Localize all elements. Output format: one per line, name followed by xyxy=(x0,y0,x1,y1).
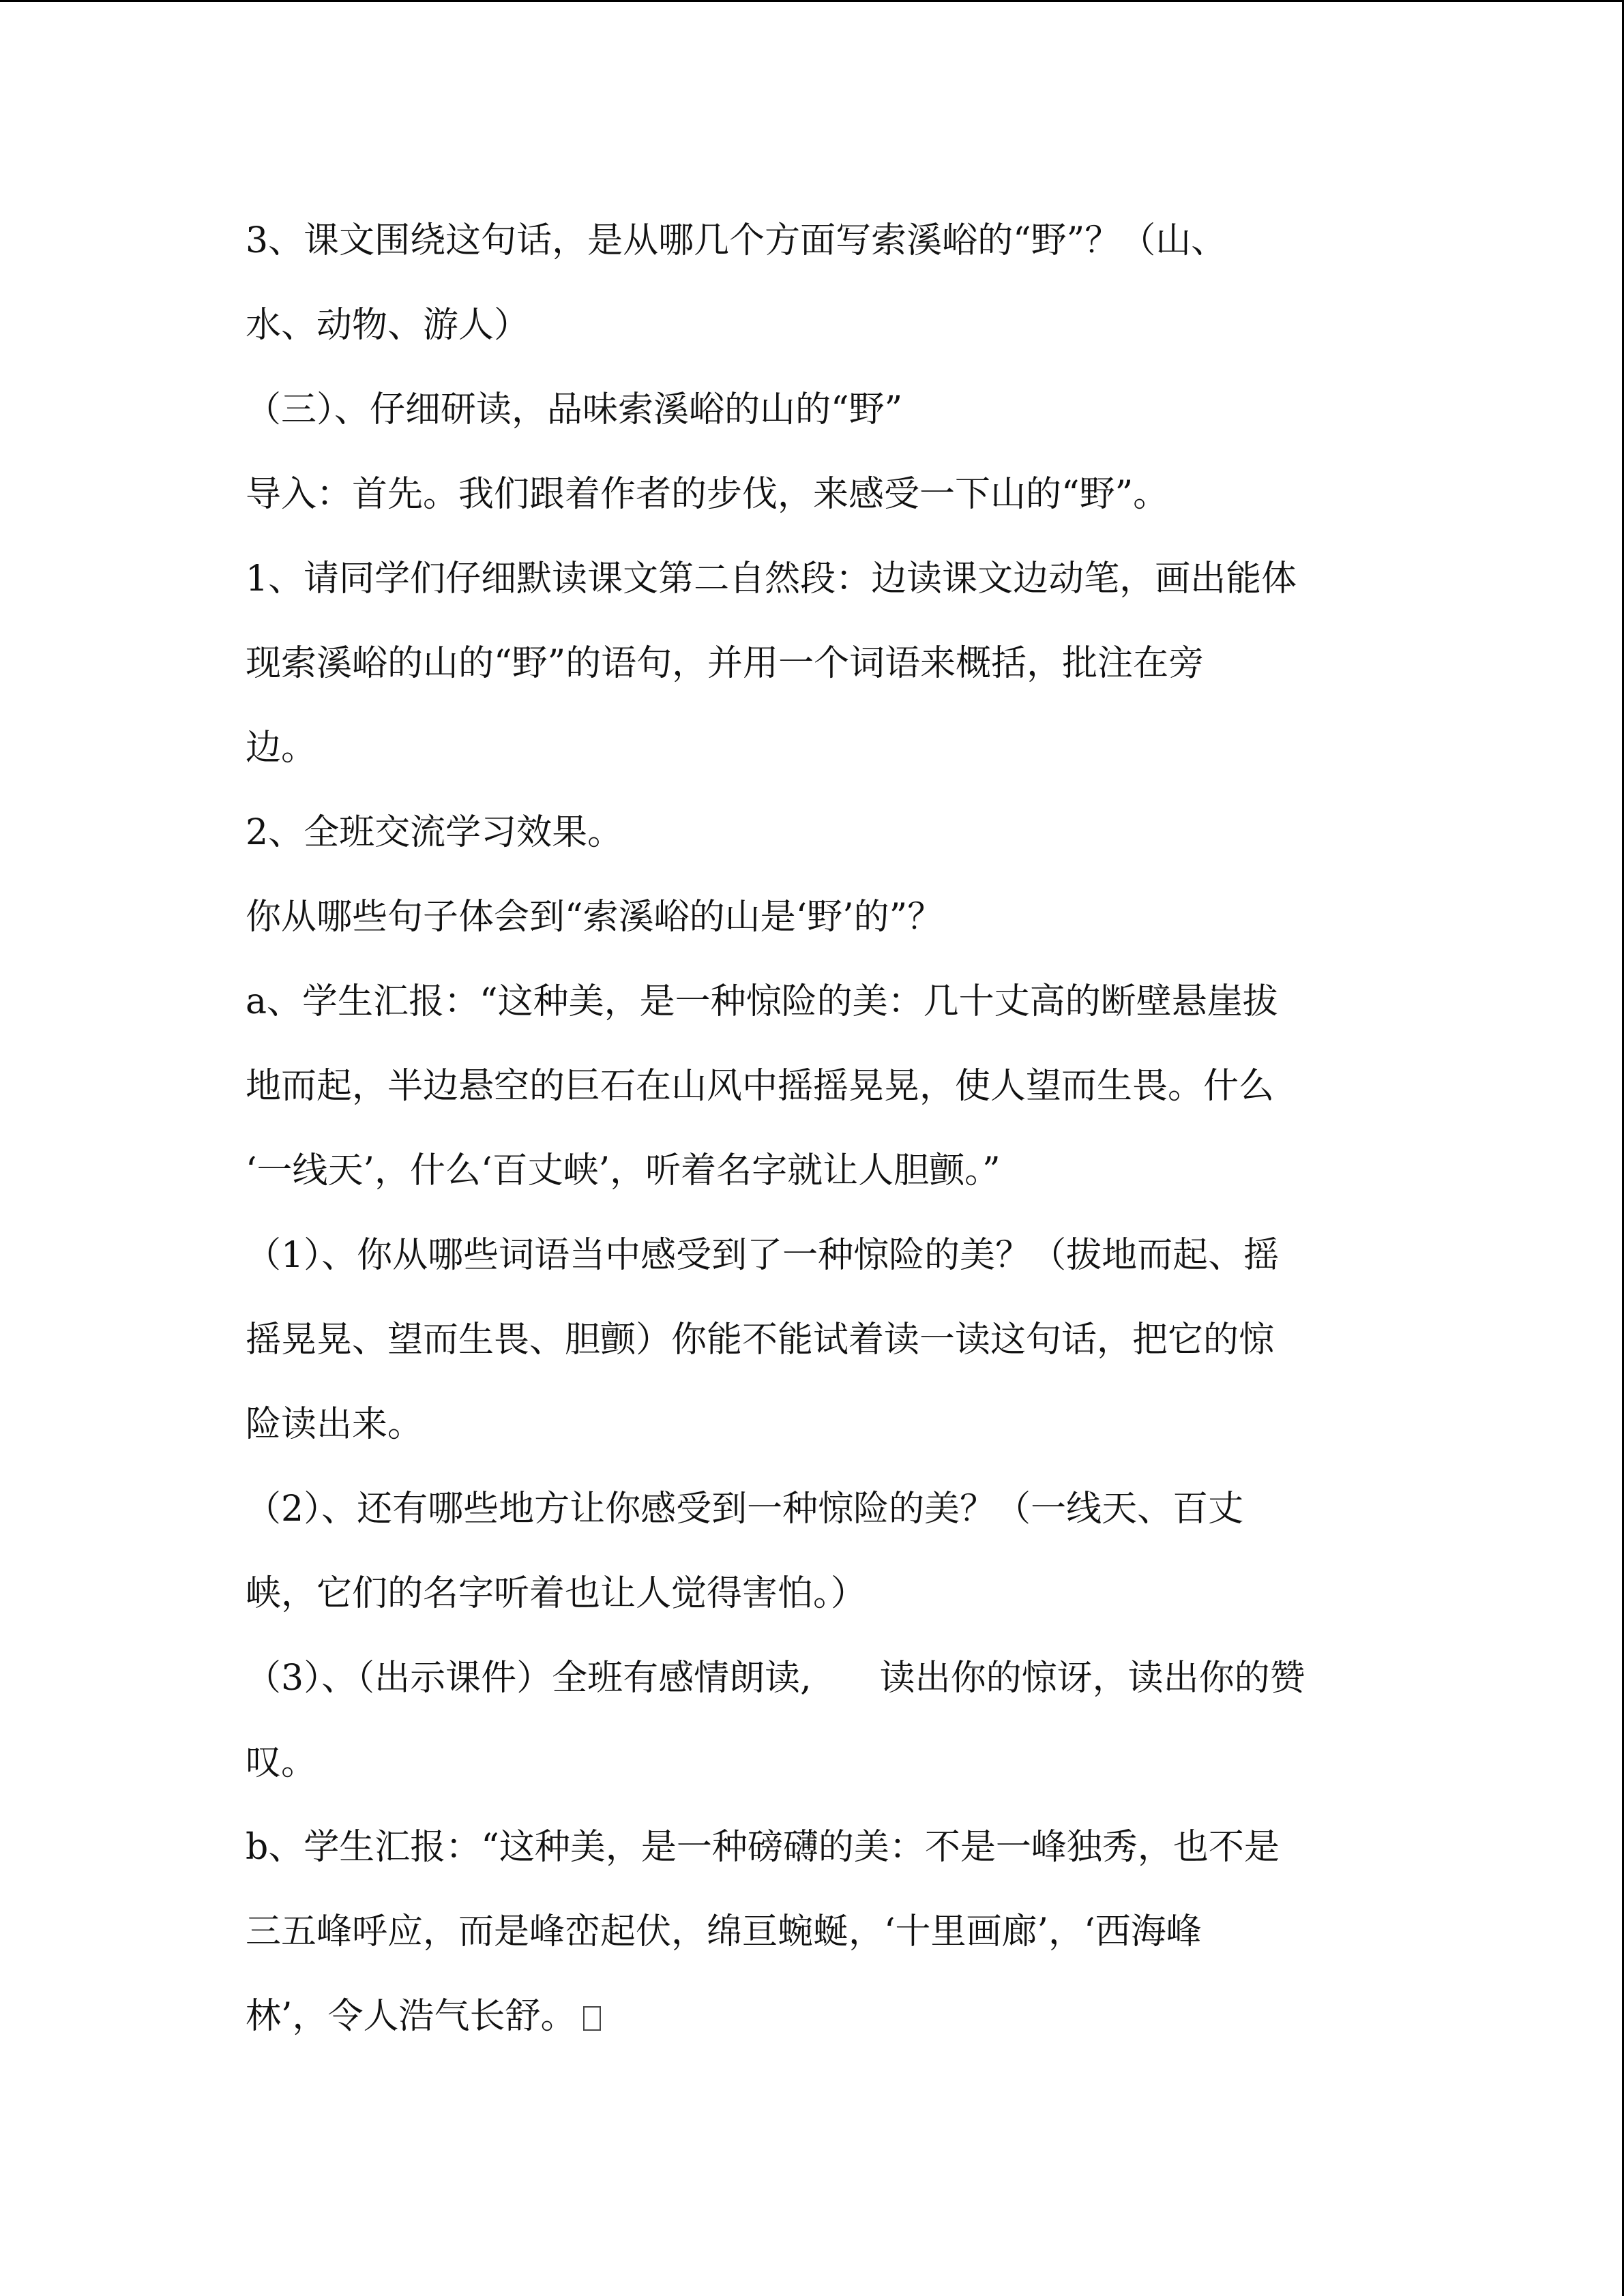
text-line: 摇晃晃、望而生畏、胆颤）你能不能试着读一读这句话，把它的惊 xyxy=(246,1320,1275,1360)
text-line: 险读出来。 xyxy=(246,1404,424,1445)
text-segment: 林’，令人浩气长舒。 xyxy=(246,1996,576,2037)
text-line: 1、请同学们仔细默读课文第二自然段：边读课文边动笔，画出能体 xyxy=(246,558,1297,599)
text-line: 水、动物、游人） xyxy=(246,305,530,346)
text-line: （2）、还有哪些地方让你感受到一种惊险的美？（一线天、百丈 xyxy=(246,1489,1244,1530)
text-segment: （3）、（出示课件）全班有感情朗读, xyxy=(246,1658,812,1699)
section-heading: （三）、仔细研读，品味索溪峪的山的“野” xyxy=(246,389,903,430)
text-line: 峡，它们的名字听着也让人觉得害怕。） xyxy=(246,1573,867,1614)
text-line: b、学生汇报：“这种美，是一种磅礴的美：不是一峰独秀，也不是 xyxy=(246,1827,1280,1868)
text-line: 2、全班交流学习效果。 xyxy=(246,812,623,853)
text-line: 你从哪些句子体会到“索溪峪的山是‘野’的”？ xyxy=(246,897,943,938)
document-body xyxy=(246,215,1391,2075)
text-line: a、学生汇报：“这种美，是一种惊险的美：几十丈高的断壁悬崖拔 xyxy=(246,981,1278,1022)
text-line: 3、课文围绕这句话，是从哪几个方面写索溪峪的“野”？（山、 xyxy=(246,220,1227,261)
text-line: 地而起，半边悬空的巨石在山风中摇摇晃晃，使人望而生畏。什么 xyxy=(246,1066,1275,1107)
text-line xyxy=(246,1652,1391,1737)
text-segment: 读出你的惊讶，读出你的赞 xyxy=(879,1658,1305,1699)
text-line: 三五峰呼应，而是峰峦起伏，绵亘蜿蜒，‘十里画廊’，‘西海峰 xyxy=(246,1911,1202,1952)
text-line: 现索溪峪的山的“野”的语句，并用一个词语来概括，批注在旁 xyxy=(246,643,1205,684)
missing-glyph-box-icon xyxy=(583,2006,601,2031)
text-line: ‘一线天’，什么‘百丈峡’，听着名字就让人胆颤。” xyxy=(246,1150,1001,1191)
text-line: 叹。 xyxy=(246,1742,317,1783)
text-line: （1）、你从哪些词语当中感受到了一种惊险的美？（拔地而起、摇 xyxy=(246,1235,1280,1276)
text-line: 导入：首先。我们跟着作者的步伐，来感受一下山的“野”。 xyxy=(246,474,1169,515)
text-line: 边。 xyxy=(246,728,317,769)
text-line xyxy=(246,1991,1391,2075)
